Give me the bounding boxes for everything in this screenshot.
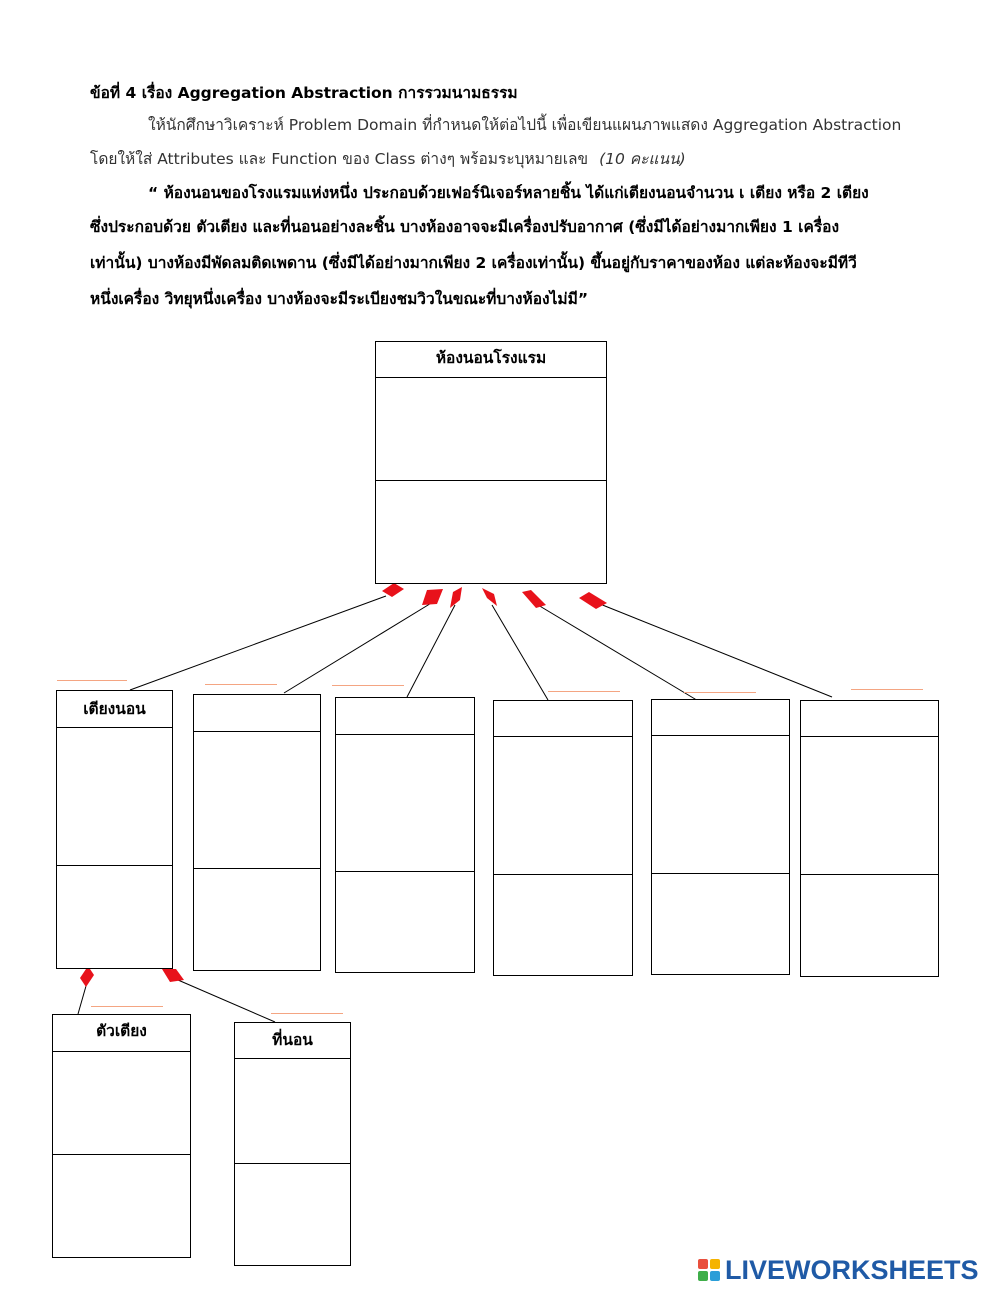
uml-class-bed-frame	[52, 1014, 191, 1258]
attributes-compartment[interactable]	[53, 1052, 190, 1155]
uml-class-component-2	[193, 694, 321, 971]
aggregation-diamond-5	[522, 590, 546, 608]
multiplicity-blank[interactable]	[851, 689, 923, 690]
functions-compartment[interactable]	[801, 875, 938, 976]
functions-compartment[interactable]	[235, 1164, 350, 1265]
connector-line	[407, 605, 455, 697]
score-label: (10 คะแนน)	[599, 150, 686, 168]
aggregation-diamond-4	[482, 588, 497, 606]
uml-class-component-6	[800, 700, 939, 977]
problem-quote-line-1: “ ห้องนอนของโรงแรมแห่งหนึ่ง ประกอบด้วยเฟอร์นิเจอร์หลายชิ้น ได้แก่เตียงนอนจำนวน เ เตียง หรือ 2 เตียง	[148, 184, 869, 202]
functions-compartment[interactable]	[652, 874, 789, 974]
class-name-hotel-room: ห้องนอนโรงแรม	[376, 342, 606, 378]
connector-line	[595, 602, 832, 697]
class-name-blank[interactable]	[652, 700, 789, 736]
functions-compartment[interactable]	[336, 872, 474, 972]
functions-compartment[interactable]	[194, 869, 320, 970]
brand-text: LIVEWORKSHEETS	[725, 1254, 979, 1285]
aggregation-diamond-2	[422, 589, 443, 605]
aggregation-diamond-3	[450, 587, 462, 608]
attributes-compartment[interactable]	[194, 732, 320, 869]
aggregation-diamond-8	[162, 969, 184, 982]
class-name-blank[interactable]	[801, 701, 938, 737]
question-title: ข้อที่ 4 เรื่อง Aggregation Abstraction การรวมนามธรรม	[90, 84, 518, 102]
connector-line	[178, 980, 275, 1022]
multiplicity-blank[interactable]	[205, 684, 277, 685]
aggregation-diamond-6	[579, 592, 607, 609]
problem-quote-line-4: หนึ่งเครื่อง วิทยุหนึ่งเครื่อง บางห้องจะมีระเบียงชมวิวในขณะที่บางห้องไม่มี”	[90, 290, 589, 308]
functions-compartment[interactable]	[57, 866, 172, 968]
class-name-mattress: ที่นอน	[235, 1023, 350, 1059]
aggregation-diamond-1	[382, 583, 404, 597]
instruction-line-1: ให้นักศึกษาวิเคราะห์ Problem Domain ที่กำหนดให้ต่อไปนี้ เพื่อเขียนแผนภาพแสดง Aggregation Abstraction	[148, 116, 902, 134]
class-name-blank[interactable]	[194, 695, 320, 732]
connector-line	[130, 596, 386, 690]
problem-quote-line-3: เท่านั้น) บางห้องมีพัดลมติดเพดาน (ซึ่งมีได้อย่างมากเพียง 2 เครื่องเท่านั้น) ขึ้นอยู่กับราคาของห้อง แต่ละห้องจะมีทีวี	[90, 254, 857, 272]
attributes-compartment[interactable]	[376, 378, 606, 481]
multiplicity-blank[interactable]	[91, 1006, 163, 1007]
multiplicity-blank[interactable]	[684, 692, 756, 693]
connector-line	[538, 605, 700, 702]
problem-quote-line-2: ซึ่งประกอบด้วย ตัวเตียง และที่นอนอย่างละชิ้น บางห้องอาจจะมีเครื่องปรับอากาศ (ซึ่งมีได้อย่างมากเพียง 1 เครื่อง	[90, 218, 840, 236]
attributes-compartment[interactable]	[494, 737, 632, 875]
liveworksheets-brand	[698, 1252, 979, 1288]
uml-class-bed	[56, 690, 173, 969]
aggregation-diamond-7	[80, 966, 94, 987]
class-name-bed: เตียงนอน	[57, 691, 172, 728]
functions-compartment[interactable]	[53, 1155, 190, 1257]
multiplicity-blank[interactable]	[271, 1013, 343, 1014]
connector-line	[78, 986, 86, 1014]
uml-class-mattress	[234, 1022, 351, 1266]
instruction-line-2-text: โดยให้ใส่ Attributes และ Function ของ Class ต่างๆ พร้อมระบุหมายเลข	[90, 150, 589, 168]
attributes-compartment[interactable]	[801, 737, 938, 875]
multiplicity-blank[interactable]	[548, 691, 620, 692]
attributes-compartment[interactable]	[57, 728, 172, 866]
functions-compartment[interactable]	[494, 875, 632, 975]
uml-class-component-4	[493, 700, 633, 976]
attributes-compartment[interactable]	[336, 735, 474, 872]
connector-line	[492, 605, 548, 700]
uml-class-component-5	[651, 699, 790, 975]
multiplicity-blank[interactable]	[332, 685, 404, 686]
class-name-blank[interactable]	[336, 698, 474, 735]
class-name-blank[interactable]	[494, 701, 632, 737]
attributes-compartment[interactable]	[652, 736, 789, 874]
multiplicity-blank[interactable]	[57, 680, 127, 681]
liveworksheets-logo-icon	[698, 1259, 720, 1281]
functions-compartment[interactable]	[376, 481, 606, 583]
attributes-compartment[interactable]	[235, 1059, 350, 1164]
class-name-bed-frame: ตัวเตียง	[53, 1015, 190, 1052]
uml-class-component-3	[335, 697, 475, 973]
connector-line	[284, 602, 433, 693]
uml-class-hotel-room	[375, 341, 607, 584]
